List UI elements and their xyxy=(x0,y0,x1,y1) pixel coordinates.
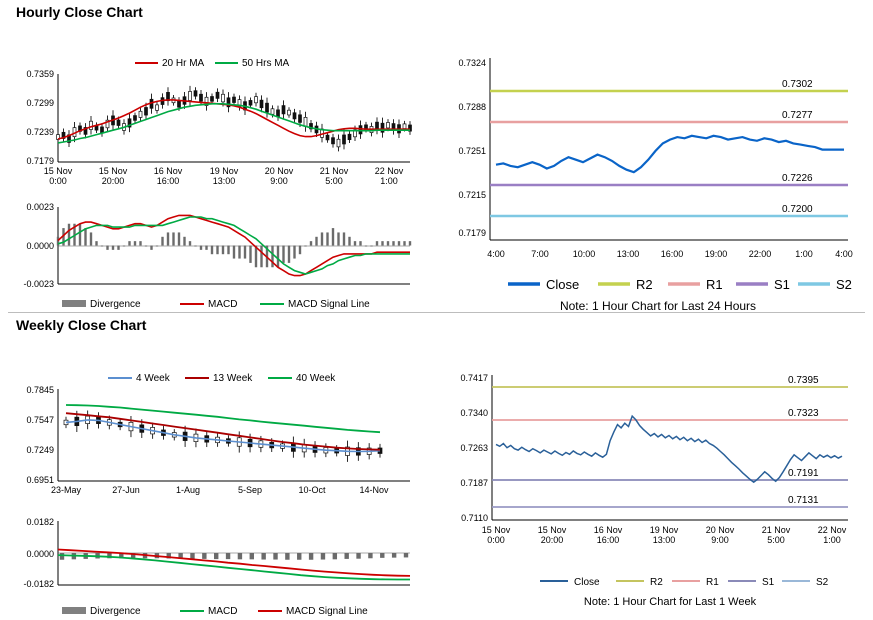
legend-label-divergence: Divergence xyxy=(90,606,141,617)
xtick: 27-Jun xyxy=(112,485,140,495)
weekly-1w-xticks xyxy=(482,525,847,545)
legend-swatch-divergence xyxy=(62,607,86,614)
hourly-price-chart xyxy=(26,58,411,186)
weekly-macd-chart xyxy=(23,517,410,617)
ytick: 0.7340 xyxy=(460,408,488,418)
ytick: 0.7251 xyxy=(458,146,486,156)
legend-label-macd: MACD xyxy=(208,299,238,310)
svg-text:13:00: 13:00 xyxy=(652,535,676,545)
weekly-1w-chart xyxy=(460,373,848,608)
weekly-panel-row xyxy=(0,335,873,620)
xtick: 5-Sep xyxy=(237,485,263,495)
svg-text:15 Nov: 15 Nov xyxy=(481,525,511,535)
legend-label-20hrma: 20 Hr MA xyxy=(162,58,205,69)
legend-label-r2: R2 xyxy=(636,277,653,292)
weekly-price-xticks xyxy=(51,485,389,495)
hourly-24h-legend xyxy=(508,277,852,292)
svg-text:5:00: 5:00 xyxy=(325,176,343,186)
line-50hrsma xyxy=(58,104,410,143)
legend-label-macd-signal: MACD Signal Line xyxy=(286,606,368,617)
hourly-macd-chart xyxy=(23,202,411,310)
hourly-panel-row xyxy=(0,22,873,312)
svg-text:16:00: 16:00 xyxy=(156,176,180,186)
legend-label-4week: 4 Week xyxy=(136,373,170,384)
weekly-price-chart xyxy=(26,373,410,495)
xtick: 4:00 xyxy=(835,249,853,259)
level-label-r2: 0.7395 xyxy=(788,375,819,386)
legend-label-close: Close xyxy=(574,577,600,588)
svg-text:22 Nov: 22 Nov xyxy=(374,166,404,176)
ytick: 0.7179 xyxy=(458,228,486,238)
ytick: 0.7179 xyxy=(26,156,54,166)
svg-text:15 Nov: 15 Nov xyxy=(98,166,128,176)
xtick: 10-Oct xyxy=(298,485,326,495)
svg-text:15 Nov: 15 Nov xyxy=(43,166,73,176)
ytick: 0.7845 xyxy=(26,385,54,395)
ytick: 0.7110 xyxy=(461,513,488,523)
legend-label-s1: S1 xyxy=(762,577,775,588)
ytick: 0.7547 xyxy=(26,415,54,425)
level-label-s1: 0.7191 xyxy=(788,468,819,479)
candlestick-series xyxy=(57,86,412,152)
ytick: 0.7299 xyxy=(26,98,54,108)
line-13week xyxy=(66,413,380,450)
xtick: 13:00 xyxy=(616,249,640,259)
legend-label-s2: S2 xyxy=(816,577,829,588)
svg-text:16:00: 16:00 xyxy=(596,535,620,545)
svg-text:1:00: 1:00 xyxy=(823,535,841,545)
svg-text:21 Nov: 21 Nov xyxy=(319,166,349,176)
xtick: 7:00 xyxy=(531,249,549,259)
xtick: 1:00 xyxy=(795,249,813,259)
svg-text:19 Nov: 19 Nov xyxy=(649,525,679,535)
level-label-s2: 0.7131 xyxy=(788,495,819,506)
ytick: 0.7263 xyxy=(460,443,488,453)
svg-text:22 Nov: 22 Nov xyxy=(817,525,847,535)
level-label-s1: 0.7226 xyxy=(782,173,813,184)
weekly-1w-legend xyxy=(540,577,829,588)
ytick: 0.7288 xyxy=(458,102,486,112)
legend-label-13week: 13 Week xyxy=(213,373,253,384)
svg-text:15 Nov: 15 Nov xyxy=(537,525,567,535)
legend-label-40week: 40 Week xyxy=(296,373,336,384)
level-label-r1: 0.7277 xyxy=(782,110,813,121)
legend-label-macd-signal: MACD Signal Line xyxy=(288,299,370,310)
ytick: 0.7215 xyxy=(458,190,486,200)
weekly-1w-svg xyxy=(430,335,873,620)
hourly-left-column xyxy=(0,22,430,312)
ytick: -0.0182 xyxy=(23,579,54,589)
ytick: 0.7239 xyxy=(26,127,54,137)
ytick: 0.0182 xyxy=(26,517,54,527)
weekly-left-column xyxy=(0,335,430,620)
legend-label-s2: S2 xyxy=(836,277,852,292)
svg-text:20 Nov: 20 Nov xyxy=(264,166,294,176)
ytick: 0.0000 xyxy=(26,241,54,251)
weekly-note: Note: 1 Hour Chart for Last 1 Week xyxy=(583,596,757,608)
svg-text:1:00: 1:00 xyxy=(380,176,398,186)
svg-text:9:00: 9:00 xyxy=(711,535,729,545)
ytick: 0.7417 xyxy=(460,373,488,383)
legend-label-r2: R2 xyxy=(650,577,663,588)
svg-text:21 Nov: 21 Nov xyxy=(761,525,791,535)
svg-text:20:00: 20:00 xyxy=(540,535,564,545)
level-label-r2: 0.7302 xyxy=(782,79,813,90)
line-close xyxy=(496,136,844,172)
hourly-price-xticks xyxy=(44,166,404,186)
xtick: 19:00 xyxy=(704,249,728,259)
line-macd xyxy=(58,555,410,579)
svg-text:13:00: 13:00 xyxy=(212,176,236,186)
svg-text:20:00: 20:00 xyxy=(101,176,125,186)
xtick: 4:00 xyxy=(487,249,505,259)
xtick: 10:00 xyxy=(572,249,596,259)
svg-text:19 Nov: 19 Nov xyxy=(209,166,239,176)
legend-label-50hrsma: 50 Hrs MA xyxy=(242,58,290,69)
level-label-r1: 0.7323 xyxy=(788,408,819,419)
ytick: 0.6951 xyxy=(26,475,54,485)
ytick: 0.7324 xyxy=(458,58,486,68)
weekly-section-title: Weekly Close Chart xyxy=(16,317,147,333)
legend-label-close: Close xyxy=(546,277,580,292)
hourly-note: Note: 1 Hour Chart for Last 24 Hours xyxy=(559,299,757,312)
legend-label-divergence: Divergence xyxy=(90,299,141,310)
legend-label-r1: R1 xyxy=(706,277,723,292)
xtick: 22:00 xyxy=(748,249,772,259)
xtick: 23-May xyxy=(50,485,82,495)
svg-text:5:00: 5:00 xyxy=(767,535,785,545)
hourly-left-svg xyxy=(0,22,430,312)
svg-text:20 Nov: 20 Nov xyxy=(705,525,735,535)
xtick: 16:00 xyxy=(660,249,684,259)
hourly-section-title: Hourly Close Chart xyxy=(16,4,143,20)
weekly-left-svg xyxy=(0,335,430,620)
legend-label-s1: S1 xyxy=(774,277,790,292)
ytick: 0.7187 xyxy=(460,478,488,488)
hourly-24h-xticks xyxy=(487,249,853,259)
xtick: 14-Nov xyxy=(359,485,389,495)
line-20hrma xyxy=(58,100,410,139)
ytick: 0.0023 xyxy=(26,202,54,212)
xtick: 1-Aug xyxy=(175,485,201,495)
level-label-s2: 0.7200 xyxy=(782,204,813,215)
hourly-24h-chart xyxy=(458,58,852,312)
legend-swatch-divergence xyxy=(62,300,86,307)
svg-text:16 Nov: 16 Nov xyxy=(153,166,183,176)
ytick: 0.7249 xyxy=(26,445,54,455)
svg-text:9:00: 9:00 xyxy=(270,176,288,186)
legend-label-r1: R1 xyxy=(706,577,719,588)
hourly-right-column xyxy=(430,22,873,312)
svg-text:16 Nov: 16 Nov xyxy=(593,525,623,535)
legend-label-macd: MACD xyxy=(208,606,238,617)
hourly-24h-svg xyxy=(430,22,873,312)
ytick: -0.0023 xyxy=(23,279,54,289)
svg-text:0:00: 0:00 xyxy=(487,535,505,545)
ytick: 0.7359 xyxy=(26,69,54,79)
svg-text:0:00: 0:00 xyxy=(49,176,67,186)
ytick: 0.0000 xyxy=(26,549,54,559)
weekly-right-column xyxy=(430,335,873,620)
